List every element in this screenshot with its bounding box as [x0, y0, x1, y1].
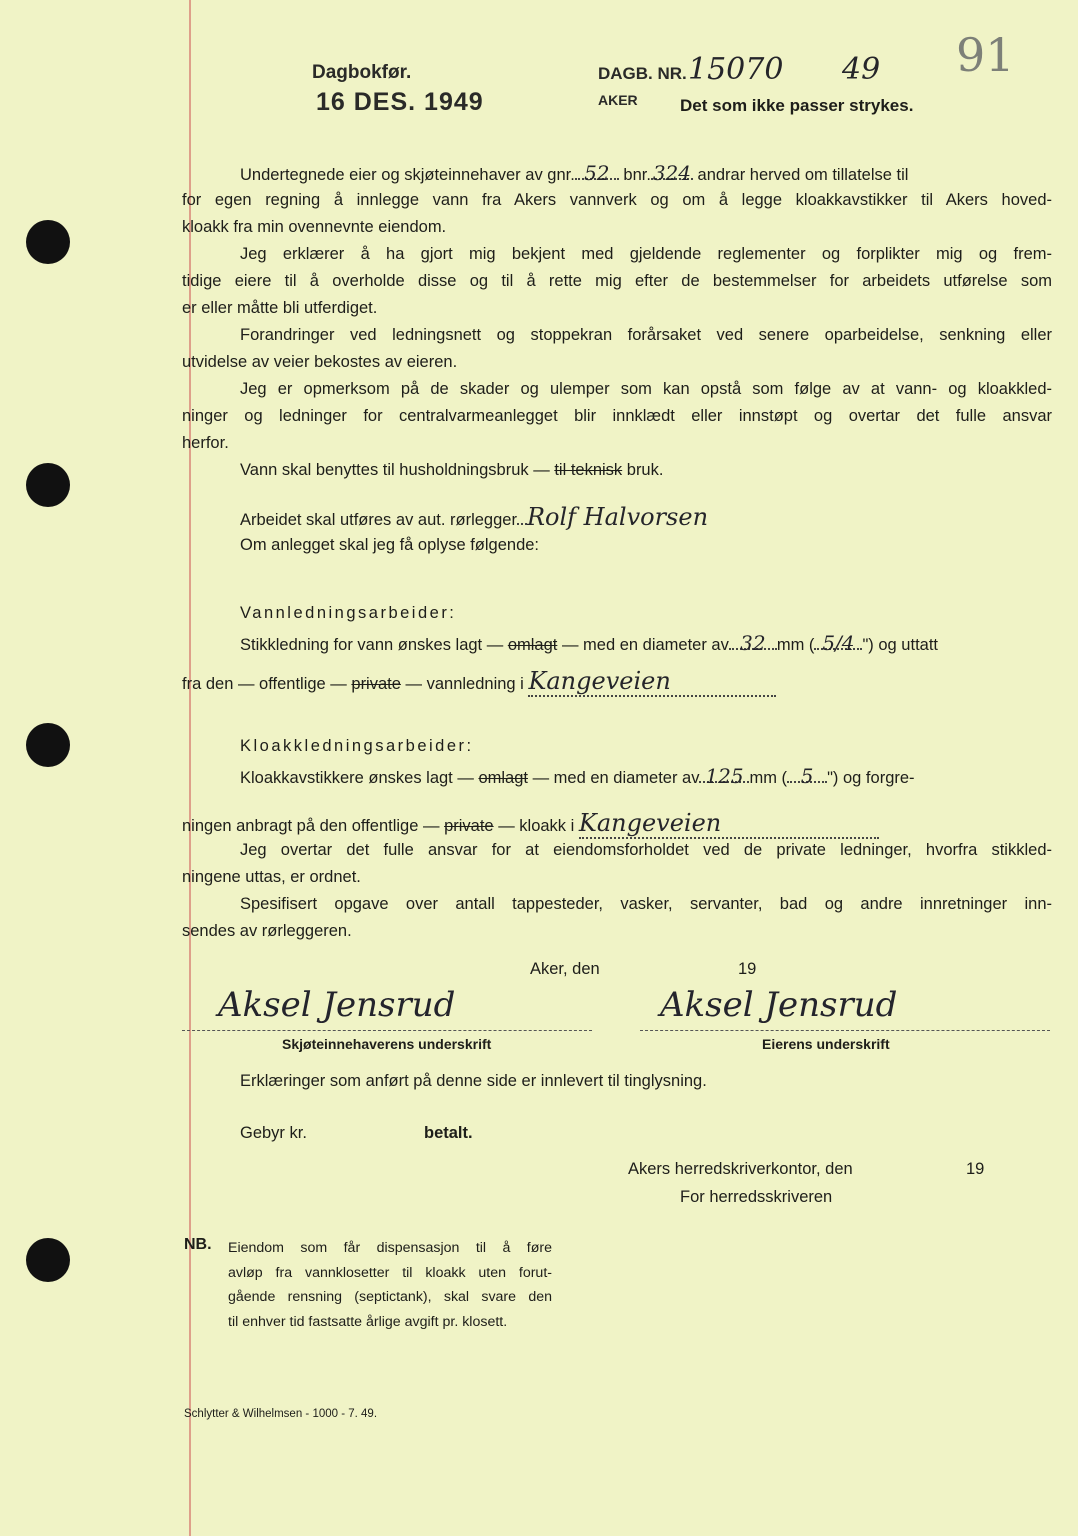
- kloakk-street: Kangeveien: [579, 810, 879, 839]
- dagb-number: 15070: [688, 52, 784, 87]
- bnr-value: 324: [652, 161, 692, 185]
- punch-hole: [26, 723, 70, 767]
- text-line: for egen regning å innlegge vann fra Akers vannverk og om å legge kloakkavstikker til Akers hoved-: [182, 191, 1052, 209]
- stamp-label: Dagbokfør.: [312, 62, 412, 83]
- for-herredsskriveren: For herredsskriveren: [680, 1188, 833, 1206]
- text-line: sendes av rørleggeren.: [182, 922, 352, 940]
- signing-year: 19: [738, 960, 757, 978]
- office-year: 19: [966, 1160, 985, 1178]
- page-number: 91: [956, 28, 1015, 82]
- nb-label: NB.: [184, 1236, 212, 1253]
- vann-diameter-in: 5/4: [814, 630, 862, 650]
- gnr-value: 52: [575, 160, 619, 180]
- dagb-year: 49: [842, 52, 881, 87]
- instruction: Det som ikke passer strykes.: [680, 96, 914, 115]
- signature-line-right: [640, 1030, 1050, 1031]
- aker-label: AKER: [598, 92, 638, 108]
- text-line: ninger og ledninger for centralvarmeanlegget blir innklædt eller innstøpt og overtar det fulle ansvar: [182, 407, 1052, 425]
- plumber-signature: Rolf Halvorsen: [526, 503, 709, 531]
- punch-hole: [26, 220, 70, 264]
- section-heading-kloakk: Kloakkledningsarbeider:: [240, 737, 474, 755]
- punch-hole: [26, 1238, 70, 1282]
- gebyr: Gebyr kr.: [240, 1124, 307, 1142]
- erklaering: Erklæringer som anført på denne side er innlevert til tinglysning.: [240, 1072, 707, 1090]
- nb-note: Eiendom som får dispensasjon til å føre avløp fra vannklosetter til kloakk uten forut- gående rensning (septictank), skal svare den til enhver tid fastsatte årlige avgift pr. klosett.: [228, 1240, 552, 1330]
- signature-line-left: [182, 1030, 592, 1031]
- text-line: er eller måtte bli utferdiget.: [182, 299, 378, 317]
- text-line: Om anlegget skal jeg få oplyse følgende:: [240, 536, 540, 554]
- vann-street: Kangeveien: [528, 668, 776, 697]
- text-line: Jeg er opmerksom på de skader og ulemper som kan opstå som følge av at vann- og kloakkled-: [240, 380, 1052, 398]
- label-left: Skjøteinnehaverens underskrift: [282, 1036, 492, 1052]
- punch-hole: [26, 463, 70, 507]
- text-line: kloakk fra min ovennevnte eiendom.: [182, 218, 447, 236]
- text-line: Undertegnede eier og skjøteinnehaver av gnr. 52 bnr.324 andrar herved om tillatelse til: [240, 161, 909, 185]
- text-line: ningen anbragt på den offentlige — private — kloakk i Kangeveien: [182, 810, 1052, 840]
- printer-imprint: Schlytter & Wilhelmsen - 1000 - 7. 49.: [184, 1408, 378, 1420]
- text-line: Jeg erklærer å ha gjort mig bekjent med gjeldende reglementer og forplikter mig og frem-: [240, 245, 1052, 263]
- text-line: Vann skal benyttes til husholdningsbruk — til teknisk bruk.: [240, 461, 664, 479]
- section-heading-vann: Vannledningsarbeider:: [240, 604, 457, 622]
- text-line: Stikkledning for vann ønskes lagt — omlagt — med en diameter av 32 mm ( 5/4 ") og uttatt: [240, 631, 939, 655]
- stamp-date: 16 DES. 1949: [316, 88, 484, 116]
- signature-right: Aksel Jensrud: [660, 985, 898, 1025]
- label-right: Eierens underskrift: [762, 1036, 890, 1052]
- text-line: fra den — offentlige — private — vannledning i Kangeveien: [182, 668, 1052, 698]
- vann-diameter-mm: 32: [729, 630, 777, 650]
- text-line: herfor.: [182, 434, 229, 452]
- text-line: utvidelse av veier bekostes av eieren.: [182, 353, 458, 371]
- text-line: Forandringer ved ledningsnett og stoppekran forårsaket ved senere oparbeidelse, senkning eller: [240, 326, 1052, 344]
- dagb-label: DAGB. NR.: [598, 64, 687, 83]
- text-line: Arbeidet skal utføres av aut. rørlegger Rolf Halvorsen: [240, 503, 709, 531]
- text-line: Kloakkavstikkere ønskes lagt — omlagt — med en diameter av 125 mm ( 5 ") og forgre-: [240, 764, 915, 788]
- text-line: Spesifisert opgave over antall tappesteder, vasker, servanter, bad og andre innretninger inn-: [240, 895, 1052, 913]
- kloakk-diameter-in: 5: [787, 763, 827, 783]
- text-line: tidige eiere til å overholde disse og til å rette mig efter de bestemmelser for arbeidets utførelse som: [182, 272, 1052, 290]
- signature-left: Aksel Jensrud: [218, 985, 456, 1025]
- signing-place: Aker, den: [530, 960, 600, 978]
- text-line: Jeg overtar det fulle ansvar for at eiendomsforholdet ved de private ledninger, hvorfra stikkled-: [240, 841, 1052, 859]
- text-line: ningene uttas, er ordnet.: [182, 868, 361, 886]
- office: Akers herredskriverkontor, den: [628, 1160, 853, 1178]
- kloakk-diameter-mm: 125: [699, 763, 749, 783]
- betalt: betalt.: [424, 1124, 473, 1142]
